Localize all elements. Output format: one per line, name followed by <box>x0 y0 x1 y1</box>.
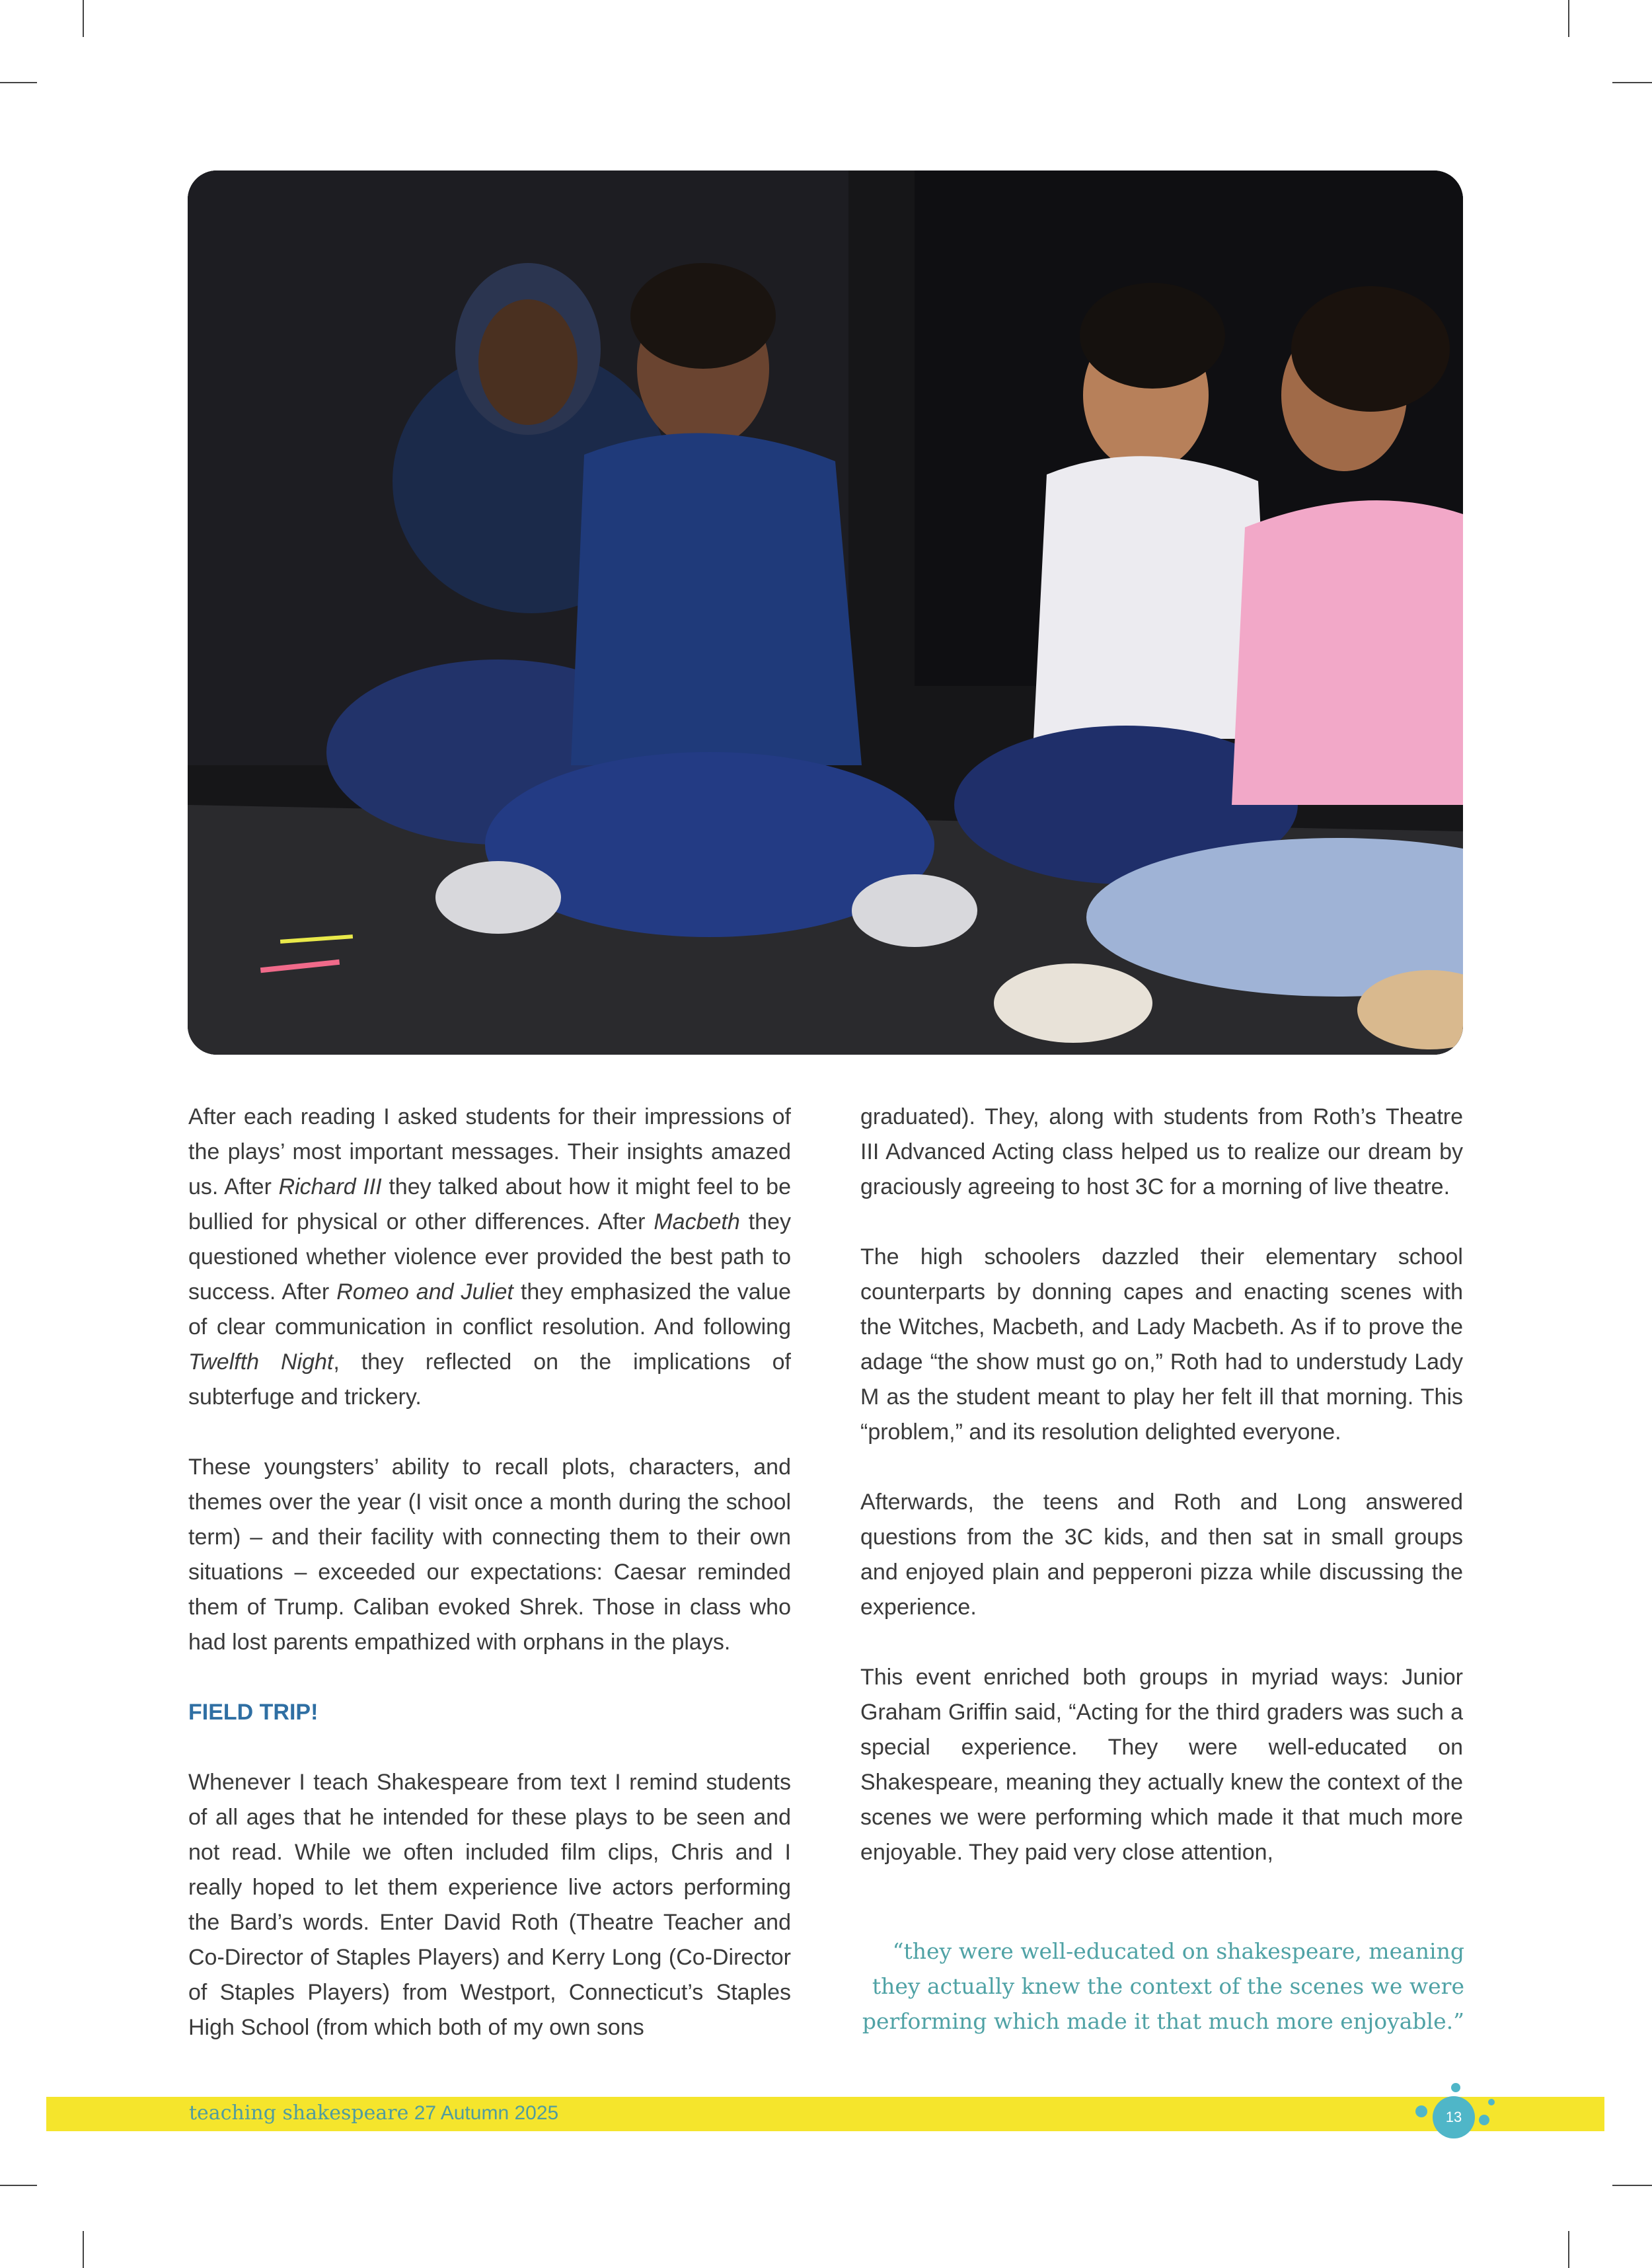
right-paragraph-1: graduated). They, along with students from Roth’s Theatre III Advanced Acting class helped us to realize our dream by graciously agreeing to host 3C for a morning of live theatre. <box>860 1104 1463 1199</box>
section-heading-field-trip: FIELD TRIP! <box>188 1700 319 1725</box>
pull-quote-line-3: performing which made it that much more enjoyable.” <box>862 2008 1464 2034</box>
pull-quote-line-1: “they were well-educated on shakespeare, meaning <box>892 1938 1464 1964</box>
crop-mark-top-right-h <box>1612 82 1652 83</box>
crop-mark-top-right-v <box>1568 0 1569 37</box>
footer-credit <box>189 2100 558 2127</box>
crop-mark-bottom-right-v <box>1568 2231 1569 2268</box>
play-title-richard-iii: Richard III <box>278 1174 382 1199</box>
pull-quote <box>850 1934 1464 2039</box>
pull-quote-line-2: they actually knew the context of the scenes we were <box>872 1973 1464 1999</box>
page-number-badge: 13 <box>1433 2096 1475 2138</box>
paint-splat-icon <box>1451 2083 1460 2092</box>
paint-splat-icon <box>1479 2115 1489 2125</box>
paint-splat-icon <box>1415 2105 1427 2117</box>
paint-splat-icon <box>1488 2099 1495 2105</box>
play-title-macbeth: Macbeth <box>654 1209 740 1234</box>
play-title-romeo-and-juliet: Romeo and Juliet <box>336 1279 513 1304</box>
left-paragraph-1: After each reading I asked students for their impressions of the plays’ most important messages. Their insights amazed us. After Richard III they talked about how it might feel to be bullied for physical or other differences. After Macbeth they questioned whether violence ever provided the best path to success. After Romeo and Juliet they emphasized the value of clear communication in conflict resolution. And following Twelfth Night, they reflected on the implications of subterfuge and trickery. <box>188 1104 791 1410</box>
right-paragraph-4: This event enriched both groups in myriad ways: Junior Graham Griffin said, “Acting for the third graders was such a special experience. They were well-educated on Shakespeare, meaning they actually knew the context of the scenes we were performing which made it that much more enjoyable. They paid very close attention, <box>860 1665 1463 1865</box>
right-paragraph-2: The high schoolers dazzled their elementary school counterparts by donning capes and enacting scenes with the Witches, Macbeth, and Lady Macbeth. As if to prove the adage “the show must go on,” Roth had to understudy Lady M as the student meant to play her felt ill that morning. This “problem,” and its resolution delighted everyone. <box>860 1244 1463 1445</box>
crop-mark-top-left-v <box>83 0 84 37</box>
crop-mark-bottom-left-v <box>83 2231 84 2268</box>
left-paragraph-2: These youngsters’ ability to recall plots, characters, and themes over the year (I visit once a month during the school term) – and their facility with connecting them to their own situations – exceeded our expectations: Caesar reminded them of Trump. Caliban evoked Shrek. Those in class who had lost parents empathized with orphans in the plays. <box>188 1455 791 1655</box>
play-title-twelfth-night: Twelfth Night <box>188 1349 334 1375</box>
footer-brand: teaching shakespeare <box>189 2101 409 2125</box>
right-paragraph-3: Afterwards, the teens and Roth and Long answered questions from the 3C kids, and then sat in small groups and enjoyed plain and pepperoni pizza while discussing the experience. <box>860 1490 1463 1620</box>
footer-issue: 27 Autumn 2025 <box>414 2102 559 2124</box>
left-paragraph-3: Whenever I teach Shakespeare from text I remind students of all ages that he intended for these plays to be seen and not read. While we often included film clips, Chris and I really hoped to let them experience live actors performing the Bard’s words. Enter David Roth (Theatre Teacher and Co-Director of Staples Players) and Kerry Long (Co-Director of Staples Players) from Westport, Connecticut’s Staples High School (from which both of my own sons <box>188 1770 791 2040</box>
crop-mark-bottom-right-h <box>1612 2185 1652 2186</box>
photo-children-on-stage <box>188 170 1463 1055</box>
crop-mark-bottom-left-h <box>0 2185 37 2186</box>
right-column <box>860 1100 1463 1870</box>
photo-icon <box>188 170 1463 1055</box>
crop-mark-top-left-h <box>0 82 37 83</box>
left-column <box>188 1100 791 2045</box>
